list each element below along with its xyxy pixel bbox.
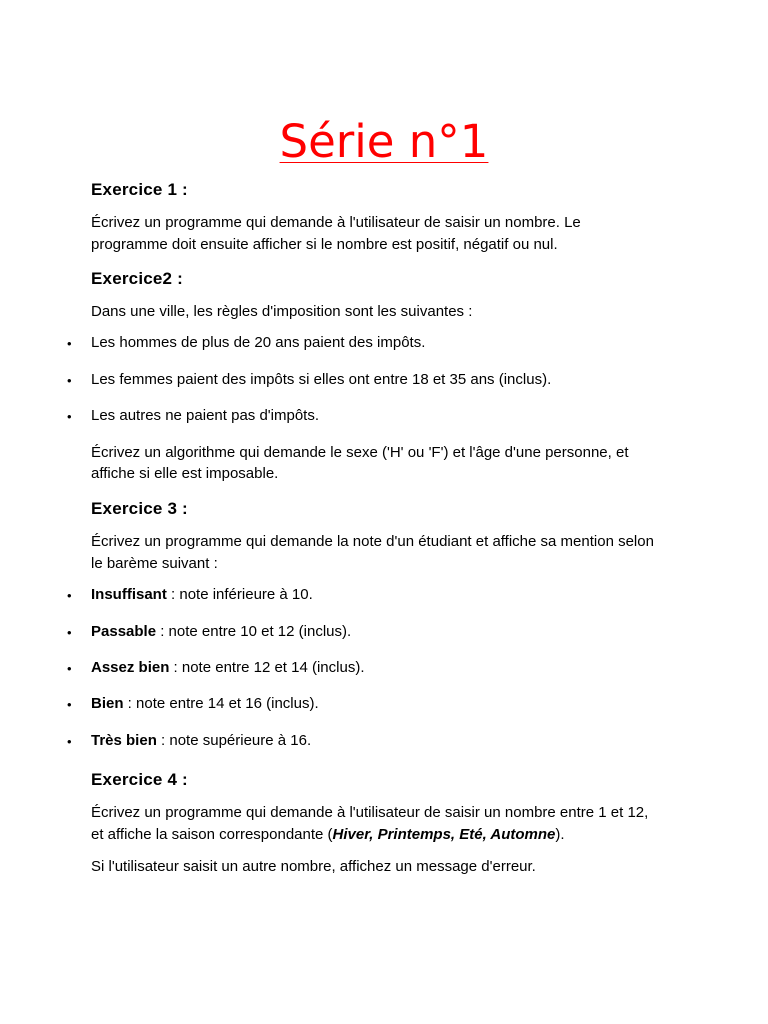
exercise-4-text-line-3: Si l'utilisateur saisit un autre nombre, affichez un message d'erreur. bbox=[91, 858, 536, 875]
exercise-2-text-line-1: Écrivez un algorithme qui demande le sexe ('H' ou 'F') et l'âge d'une personne, et bbox=[91, 444, 629, 461]
grade-term: Très bien bbox=[91, 732, 157, 749]
exercise-2-text-line-2: affiche si elle est imposable. bbox=[91, 465, 279, 482]
exercise-2-rule-3: Les autres ne paient pas d'impôts. bbox=[91, 407, 320, 424]
exercise-2-intro: Dans une ville, les règles d'imposition sont les suivantes : bbox=[91, 303, 473, 320]
grade-desc: : note entre 10 et 12 (inclus). bbox=[156, 623, 352, 640]
exercise-3-text-line-1: Écrivez un programme qui demande la note d'un étudiant et affiche sa mention selon bbox=[91, 533, 654, 550]
grade-item bbox=[91, 584, 691, 606]
exercise-4-heading: Exercice 4 : bbox=[91, 770, 188, 789]
bullet-icon: • bbox=[67, 661, 72, 676]
bullet-icon: • bbox=[67, 409, 72, 424]
bullet-icon: • bbox=[67, 734, 72, 749]
bullet-icon: • bbox=[67, 697, 72, 712]
bullet-icon: • bbox=[67, 588, 72, 603]
exercise-4-text-after: ). bbox=[555, 826, 565, 843]
seasons-list: Hiver, Printemps, Eté, Automne bbox=[332, 826, 556, 843]
grade-desc: : note supérieure à 16. bbox=[156, 732, 312, 749]
exercise-4-text-line-2 bbox=[91, 824, 691, 846]
exercise-3-heading: Exercice 3 : bbox=[91, 499, 188, 518]
grade-item bbox=[91, 730, 691, 752]
grade-desc: : note inférieure à 10. bbox=[166, 586, 313, 603]
grade-item bbox=[91, 621, 691, 643]
bullet-icon: • bbox=[67, 373, 72, 388]
grade-item bbox=[91, 657, 691, 679]
grade-desc: : note entre 12 et 14 (inclus). bbox=[169, 659, 365, 676]
grade-term: Bien bbox=[91, 695, 124, 712]
page-title: Série n°1 bbox=[279, 115, 489, 168]
exercise-2-heading: Exercice2 : bbox=[91, 269, 183, 288]
exercise-4-text-line-1: Écrivez un programme qui demande à l'utilisateur de saisir un nombre entre 1 et 12, bbox=[91, 804, 649, 821]
grade-desc: : note entre 14 et 16 (inclus). bbox=[123, 695, 319, 712]
exercise-1-text-line-2: programme doit ensuite afficher si le nombre est positif, négatif ou nul. bbox=[91, 236, 558, 253]
exercise-1-text-line-1: Écrivez un programme qui demande à l'utilisateur de saisir un nombre. Le bbox=[91, 214, 581, 231]
exercise-3-text-line-2: le barème suivant : bbox=[91, 555, 218, 572]
bullet-icon: • bbox=[67, 336, 72, 351]
bullet-icon: • bbox=[67, 625, 72, 640]
exercise-1-heading: Exercice 1 : bbox=[91, 180, 188, 199]
exercise-2-rule-1: Les hommes de plus de 20 ans paient des impôts. bbox=[91, 334, 426, 351]
exercise-4-text-before: et affiche la saison correspondante ( bbox=[91, 826, 333, 843]
grade-term: Insuffisant bbox=[91, 586, 167, 603]
grade-item bbox=[91, 693, 691, 715]
grade-term: Assez bien bbox=[91, 659, 170, 676]
exercise-2-rule-2: Les femmes paient des impôts si elles ont entre 18 et 35 ans (inclus). bbox=[91, 371, 552, 388]
grade-term: Passable bbox=[91, 623, 157, 640]
